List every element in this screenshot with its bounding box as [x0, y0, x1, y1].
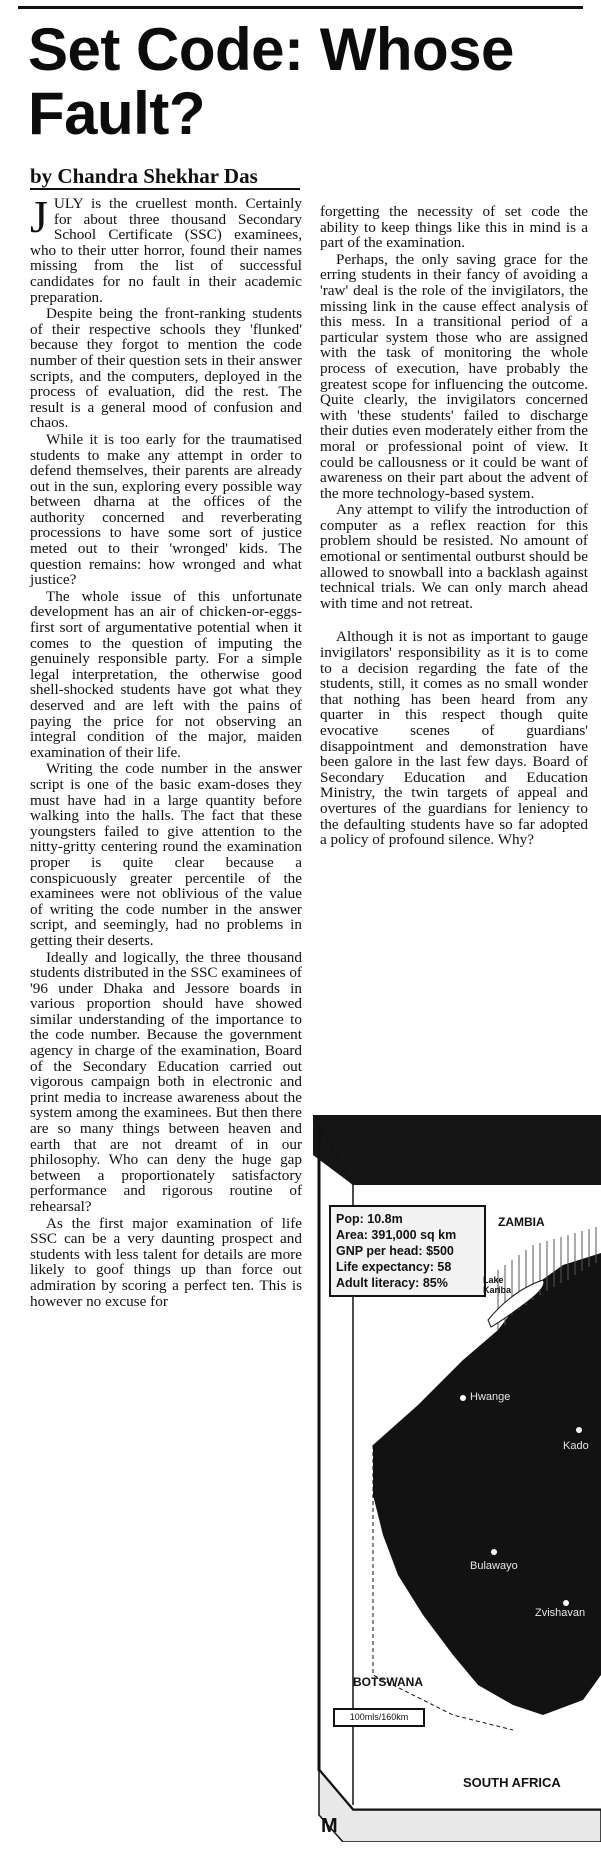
label-botswana: BOTSWANA — [353, 1675, 423, 1689]
fact-life-expectancy: Life expectancy: 58 — [336, 1260, 452, 1274]
paragraph: Any attempt to vilify the introduction of computer as a reflex reaction for this problem should be resisted. No amount of emotional or sentimental outburst should be allowed to snowball into a backlash against technical trials. We can only march ahead with time and not retreat. — [320, 501, 588, 612]
paragraph: Ideally and logically, the three thousand students distributed in the SSC examinees of '96 under Dhaka and Jessore boards in various proportion should have showed similar understanding of the importance to the code number. Because the government agency in charge of the examination, Board of the Secondary Education carried out vigorous campaign both in electronic and print media to increase awareness about the system among the examinees. But then there are so many things between heaven and earth that are not dreamt of in our philosophy. Who can deny the huge gap between a proportionately satisfactory performance and rigorous routine of rehearsal? — [30, 948, 302, 1215]
paragraph: As the first major examination of life SSC can be a very daunting prospect and students with less talent for details are more likely to goof things up than force out admiration by scoring a perfect ten. This is however no excuse for — [30, 1214, 302, 1310]
paragraph: The whole issue of this unfortunate development has an air of chicken-or-eggs-first sort of argumentative potential when it comes to the question of imputing the genuinely responsible party. For a simple legal interpretation, the otherwise good shell-shocked students have got what they deserved and are left with the pains of paying the price for not observing an integral condition of the major, maiden examination of their life. — [30, 587, 302, 761]
label-south-africa: SOUTH AFRICA — [463, 1775, 561, 1790]
article-column-1 — [30, 191, 302, 1310]
top-rule — [18, 6, 583, 9]
byline: by Chandra Shekhar Das — [30, 164, 258, 188]
fact-adult-literacy: Adult literacy: 85% — [336, 1276, 448, 1290]
byline-rule — [30, 188, 300, 190]
city-kadoma: Kado — [563, 1440, 589, 1452]
city-hwange: Hwange — [470, 1391, 511, 1403]
fact-area: Area: 391,000 sq km — [336, 1228, 457, 1242]
map-logo: M — [321, 1815, 338, 1837]
drop-cap: J — [30, 191, 48, 242]
paragraph: forgetting the necessity of set code the ability to keep things like this in mind is a part of the examination. — [320, 203, 588, 252]
city-bulawayo: Bulawayo — [470, 1560, 518, 1572]
fact-population: Pop: 10.8m — [336, 1212, 403, 1226]
fact-gnp: GNP per head: $500 — [336, 1244, 454, 1258]
paragraph: Perhaps, the only saving grace for the erring students in their fancy of avoiding a 'raw' deal is the role of the invigilators, the missing link in the cause effect analysis of this mess. In a transitional period of a particular system those who are assigned with the task of monitoring the whole process of execution, have probably the greatest scope for influencing the outcome. Quite clearly, the invigilators concerned with 'these students' failed to discharge their duties even moderately either from the moral or professional point of view. It could be callousness or it could be want of awareness on their part about the advent of the more technology-based system. — [320, 250, 588, 502]
paragraph: Although it is not as important to gauge invigilators' responsibility as it is to come to a decision regarding the fate of the students, still, it comes as no small wonder that nothing has been heard from any quarter in this respect though quite evocative scenes of guardians' disappointment and demonstration have been galore in the last few days. Board of Secondary Education and Education Ministry, the twin targets of appeal and overtures of the guardians for leniency to the defaulting students have so far adopted a policy of profound silence. Why? — [320, 628, 588, 849]
paragraph: While it is too early for the traumatised students to make any attempt in order to defend themselves, their parents are already out in the sun, exploring every possible way between dharna at the offices of the authority concerned and reverberating processions to have some sort of justice meted out to their 'wronged' kids. The question remains: how wronged and what justice? — [30, 430, 302, 589]
map-scale-bar: 100mls/160km — [333, 1708, 425, 1727]
zimbabwe-map — [313, 1115, 601, 1842]
paragraph: Despite being the front-ranking students of their respective schools they 'flunked' because they forgot to mention the code number of their question sets in their answer scripts, and the computers, deployed in the process of evaluation, did the rest. The result is a general mood of confusion and chaos. — [30, 305, 302, 432]
article-headline: Set Code: Whose Fault? — [28, 16, 514, 147]
paragraph: JULY is the cruellest month. Certainly for about three thousand Secondary School Certificate (SSC) examinees, who to their utter horror, found their names missing from the list of successful candidates for no fault in their academic preparation. — [30, 191, 302, 306]
country-facts-box — [329, 1205, 486, 1297]
article-column-2 — [320, 204, 588, 848]
label-zambia: ZAMBIA — [498, 1215, 545, 1229]
label-lake-kariba: Lake Kariba — [483, 1275, 512, 1295]
paragraph: Writing the code number in the answer script is one of the basic exam-doses they must have had in a large quantity before walking into the halls. The fact that these youngsters failed to give attention to the nitty-gritty centering round the examination proper is quite clear because a conspicuously greater percentile of the examinees were not oblivious of the value of writing the code number in the answer script, and seemingly, had no problems in getting their deserts. — [30, 760, 302, 949]
city-zvishavane: Zvishavan — [535, 1607, 586, 1619]
